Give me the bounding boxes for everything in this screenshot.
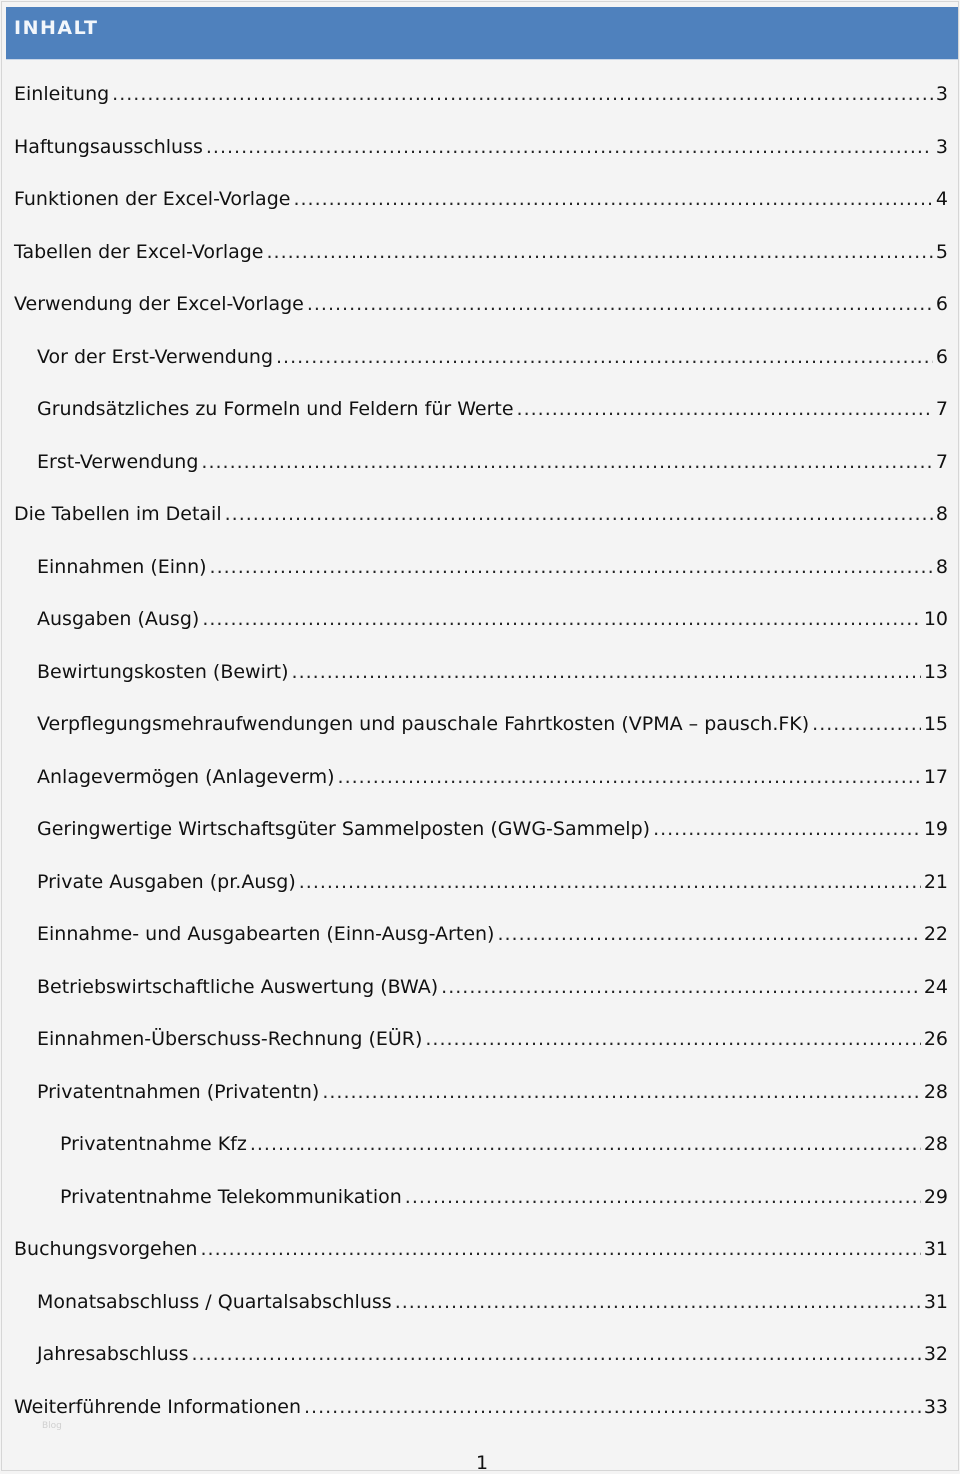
toc-entry-title: Einnahmen (Einn) xyxy=(37,555,207,578)
dot-leader xyxy=(517,398,933,420)
toc-entry-page: 7 xyxy=(935,398,948,421)
dot-leader xyxy=(338,766,921,788)
toc-entry[interactable] xyxy=(2,803,960,856)
dot-leader xyxy=(497,923,920,945)
toc-entry-title: Privatentnahme Telekommunikation xyxy=(60,1185,402,1208)
toc-entry-title: Anlagevermögen (Anlageverm) xyxy=(37,765,335,788)
dot-leader xyxy=(299,871,921,893)
toc-entry-title: Betriebswirtschaftliche Auswertung (BWA) xyxy=(37,975,439,998)
dot-leader xyxy=(812,713,921,735)
toc-entry-title: Die Tabellen im Detail xyxy=(14,503,222,526)
dot-leader xyxy=(267,241,933,263)
dot-leader xyxy=(201,451,932,473)
toc-entry[interactable] xyxy=(2,1013,960,1066)
table-of-contents xyxy=(2,68,960,1433)
toc-entry-page: 17 xyxy=(923,765,948,788)
toc-entry[interactable] xyxy=(2,121,960,174)
toc-entry-page: 10 xyxy=(923,608,948,631)
toc-entry[interactable] xyxy=(2,331,960,384)
toc-entry-page: 3 xyxy=(935,83,948,106)
toc-entry-page: 26 xyxy=(923,1028,948,1051)
toc-entry[interactable] xyxy=(2,68,960,121)
toc-entry-title: Privatentnahme Kfz xyxy=(60,1133,247,1156)
dot-leader xyxy=(250,1133,921,1155)
toc-entry[interactable] xyxy=(2,278,960,331)
toc-header xyxy=(6,7,958,60)
toc-entry-page: 21 xyxy=(923,870,948,893)
dot-leader xyxy=(425,1028,920,1050)
dot-leader xyxy=(200,1238,920,1260)
toc-entry[interactable] xyxy=(2,856,960,909)
toc-entry[interactable] xyxy=(2,1223,960,1276)
toc-entry[interactable] xyxy=(2,173,960,226)
toc-entry-title: Privatentnahmen (Privatentn) xyxy=(37,1080,320,1103)
toc-entry-title: Verwendung der Excel-Vorlage xyxy=(14,293,304,316)
toc-entry[interactable] xyxy=(2,1381,960,1434)
toc-entry-title: Weiterführende Informationen xyxy=(14,1395,301,1418)
toc-entry-title: Ausgaben (Ausg) xyxy=(37,608,200,631)
toc-entry-title: Geringwertige Wirtschaftsgüter Sammelposten (GWG-Sammelp) xyxy=(37,818,651,841)
dot-leader xyxy=(307,293,933,315)
toc-entry[interactable] xyxy=(2,646,960,699)
toc-entry-page: 33 xyxy=(923,1395,948,1418)
toc-entry-page: 29 xyxy=(923,1185,948,1208)
toc-entry-page: 32 xyxy=(923,1343,948,1366)
toc-entry-title: Einleitung xyxy=(14,83,110,106)
dot-leader xyxy=(112,83,933,105)
toc-entry-page: 6 xyxy=(935,293,948,316)
toc-entry-title: Tabellen der Excel-Vorlage xyxy=(14,240,264,263)
toc-entry-page: 24 xyxy=(923,975,948,998)
dot-leader xyxy=(292,661,921,683)
toc-entry-page: 28 xyxy=(923,1133,948,1156)
dot-leader xyxy=(202,608,921,630)
dot-leader xyxy=(653,818,921,840)
dot-leader xyxy=(191,1343,920,1365)
toc-entry[interactable] xyxy=(2,541,960,594)
toc-entry[interactable] xyxy=(2,751,960,804)
toc-entry-page: 7 xyxy=(935,450,948,473)
toc-entry-page: 28 xyxy=(923,1080,948,1103)
dot-leader xyxy=(206,136,933,158)
toc-entry-page: 31 xyxy=(923,1238,948,1261)
toc-title: INHALT xyxy=(14,17,99,39)
toc-entry[interactable] xyxy=(2,383,960,436)
toc-entry-page: 15 xyxy=(923,713,948,736)
toc-entry-title: Grundsätzliches zu Formeln und Feldern für Werte xyxy=(37,398,514,421)
dot-leader xyxy=(304,1396,921,1418)
toc-entry-page: 22 xyxy=(923,923,948,946)
toc-entry[interactable] xyxy=(2,698,960,751)
toc-entry-page: 19 xyxy=(923,818,948,841)
toc-entry-title: Haftungsausschluss xyxy=(14,135,203,158)
toc-entry[interactable] xyxy=(2,1276,960,1329)
toc-entry-page: 5 xyxy=(935,240,948,263)
toc-entry[interactable] xyxy=(2,1171,960,1224)
toc-entry[interactable] xyxy=(2,593,960,646)
toc-entry-page: 31 xyxy=(923,1290,948,1313)
toc-entry-title: Vor der Erst-Verwendung xyxy=(37,345,274,368)
dot-leader xyxy=(395,1291,921,1313)
toc-entry[interactable] xyxy=(2,1066,960,1119)
toc-entry-title: Bewirtungskosten (Bewirt) xyxy=(37,660,289,683)
toc-entry-title: Funktionen der Excel-Vorlage xyxy=(14,188,291,211)
toc-entry-title: Monatsabschluss / Quartalsabschluss xyxy=(37,1290,392,1313)
toc-entry[interactable] xyxy=(2,1328,960,1381)
watermark: Blog xyxy=(42,1421,62,1431)
toc-entry-title: Einnahmen-Überschuss-Rechnung (EÜR) xyxy=(37,1028,423,1051)
dot-leader xyxy=(210,556,933,578)
dot-leader xyxy=(322,1081,920,1103)
dot-leader xyxy=(225,503,933,525)
dot-leader xyxy=(276,346,933,368)
toc-entry-page: 8 xyxy=(935,555,948,578)
dot-leader xyxy=(405,1186,921,1208)
toc-entry-page: 6 xyxy=(935,345,948,368)
toc-entry-title: Private Ausgaben (pr.Ausg) xyxy=(37,870,296,893)
toc-entry-page: 13 xyxy=(923,660,948,683)
toc-entry-title: Einnahme- und Ausgabearten (Einn-Ausg-Arten) xyxy=(37,923,495,946)
toc-entry-page: 3 xyxy=(935,135,948,158)
toc-entry-page: 8 xyxy=(935,503,948,526)
dot-leader xyxy=(293,188,932,210)
toc-entry-title: Jahresabschluss xyxy=(37,1343,189,1366)
page-number: 1 xyxy=(476,1452,489,1474)
toc-entry-page: 4 xyxy=(935,188,948,211)
toc-entry-title: Erst-Verwendung xyxy=(37,450,199,473)
toc-entry-title: Verpflegungsmehraufwendungen und pauschale Fahrtkosten (VPMA – pausch.FK) xyxy=(37,713,810,736)
toc-entry[interactable] xyxy=(2,961,960,1014)
toc-entry[interactable] xyxy=(2,226,960,279)
toc-entry[interactable] xyxy=(2,908,960,961)
dot-leader xyxy=(441,976,921,998)
toc-entry-title: Buchungsvorgehen xyxy=(14,1238,198,1261)
toc-entry[interactable] xyxy=(2,436,960,489)
document-page xyxy=(1,1,959,1474)
toc-entry[interactable] xyxy=(2,488,960,541)
toc-entry[interactable] xyxy=(2,1118,960,1171)
